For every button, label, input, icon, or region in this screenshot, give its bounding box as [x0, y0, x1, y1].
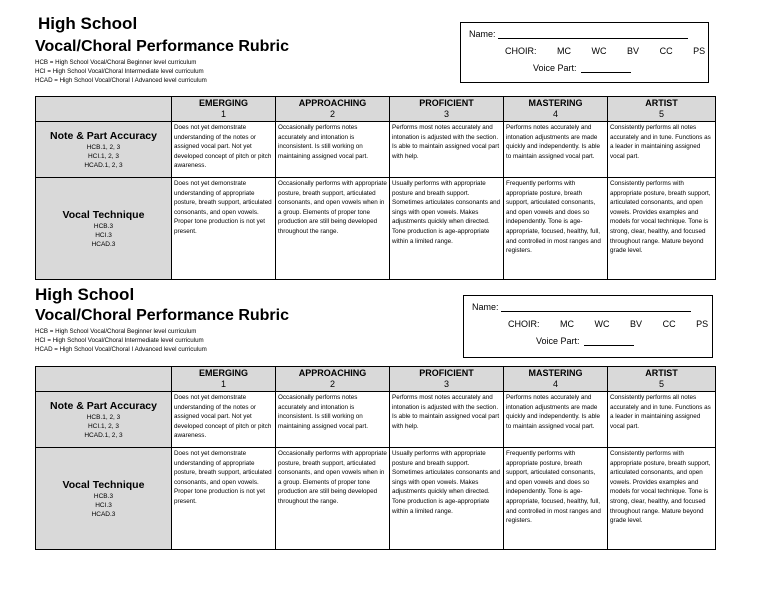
voice-part-field[interactable] [536, 336, 634, 346]
descriptor-cell[interactable]: Consistently performs with appropriate posture, breath support, articulated consonants, and open vowels. Provides examples and models for vocal technique. Tone is strong, clear, healthy, and focused throughout range. Mature beyond grade level. [608, 178, 716, 280]
legend-line-hci: HCI = High School Vocal/Choral Intermediate level curriculum [35, 68, 204, 75]
descriptor-cell[interactable]: Occasionally performs with appropriate posture, breath support, articulated consonants, and open vowels when in a group. Elements of proper tone production are still being developed throughout the range. [276, 448, 390, 550]
curriculum-legend [35, 58, 207, 85]
level-header-approaching: APPROACHING 2 [276, 97, 390, 122]
level-header-mastering: MASTERING 4 [504, 367, 608, 392]
header-row [36, 367, 716, 392]
choir-option-cc[interactable]: CC [659, 46, 673, 56]
criterion-label: Vocal Technique HCB.3 HCI.3 HCAD.3 [36, 178, 172, 280]
legend-line-hcad: HCAD = High School Vocal/Choral I Advanced level curriculum [35, 77, 207, 84]
name-label: Name: [472, 302, 499, 312]
header-row [36, 97, 716, 122]
descriptor-cell[interactable]: Does not yet demonstrate understanding of appropriate posture, breath support, articulated consonants, and open vowels. Proper tone production is not yet present. [172, 178, 276, 280]
descriptor-cell[interactable]: Usually performs with appropriate posture and breath support. Sometimes articulates consonants and sings with open vowels. Makes adjustments quickly when directed. Tone production is age-appropriate within a limited range. [390, 448, 504, 550]
criterion-label: Note & Part Accuracy HCB.1, 2, 3 HCI.1, 2, 3 HCAD.1, 2, 3 [36, 122, 172, 178]
level-header-proficient: PROFICIENT 3 [390, 367, 504, 392]
descriptor-cell[interactable]: Does not yet demonstrate understanding of the notes or assigned vocal part. Not yet developed concept of pitch or pitch awareness. [172, 392, 276, 448]
choir-option-ps[interactable]: PS [696, 319, 709, 329]
descriptor-cell[interactable]: Frequently performs with appropriate posture, breath support, articulated consonants, and open vowels and does so independently. Tone is age-appropriate, focused, healthy, full, and controlled in most ranges and registers. [504, 178, 608, 280]
legend-line-hcb: HCB = High School Vocal/Choral Beginner level curriculum [35, 328, 197, 335]
school-title: High School [38, 14, 138, 33]
descriptor-cell[interactable]: Frequently performs with appropriate posture, breath support, articulated consonants, and open vowels and does so independently. Tone is age-appropriate, focused, healthy, full, and controlled in most ranges and registers. [504, 448, 608, 550]
level-header-emerging: EMERGING 1 [172, 97, 276, 122]
legend-line-hcb: HCB = High School Vocal/Choral Beginner level curriculum [35, 59, 197, 66]
rubric-title: Vocal/Choral Performance Rubric [35, 307, 289, 324]
voice-part-line[interactable] [584, 337, 634, 346]
descriptor-cell[interactable]: Does not yet demonstrate understanding of the notes or assigned vocal part. Not yet developed concept of pitch or pitch awareness. [172, 122, 276, 178]
choir-option-bv[interactable]: BV [630, 319, 643, 329]
name-line[interactable] [498, 30, 688, 39]
choir-option-wc[interactable]: WC [591, 46, 607, 56]
criterion-row-accuracy [36, 122, 716, 178]
rubric-bottom [0, 283, 768, 567]
criterion-label: Note & Part Accuracy HCB.1, 2, 3 HCI.1, 2, 3 HCAD.1, 2, 3 [36, 392, 172, 448]
choir-option-ps[interactable]: PS [693, 46, 706, 56]
rubric-top [0, 12, 768, 296]
name-field[interactable] [472, 302, 691, 312]
choir-label: CHOIR: [505, 46, 537, 56]
choir-option-mc[interactable]: MC [557, 46, 572, 56]
criterion-label: Vocal Technique HCB.3 HCI.3 HCAD.3 [36, 448, 172, 550]
choir-option-wc[interactable]: WC [594, 319, 610, 329]
choir-option-bv[interactable]: BV [627, 46, 640, 56]
descriptor-cell[interactable]: Does not yet demonstrate understanding of appropriate posture, breath support, articulated consonants, and open vowels. Proper tone production is not yet present. [172, 448, 276, 550]
descriptor-cell[interactable]: Consistently performs with appropriate posture, breath support, articulated consonants, and open vowels. Provides examples and models for vocal technique. Tone is strong, clear, healthy, and focused throughout range. Mature beyond grade level. [608, 448, 716, 550]
descriptor-cell[interactable]: Performs notes accurately and intonation adjustments are made quickly and independently. Is able to maintain assigned vocal part. [504, 122, 608, 178]
level-header-emerging: EMERGING 1 [172, 367, 276, 392]
voice-part-field[interactable] [533, 63, 631, 73]
level-header-artist: ARTIST 5 [608, 97, 716, 122]
level-header-mastering: MASTERING 4 [504, 97, 608, 122]
voice-part-label: Voice Part: [533, 63, 577, 73]
descriptor-cell[interactable]: Occasionally performs notes accurately and intonation is inconsistent. Is still working on maintaining assigned vocal part. [276, 392, 390, 448]
rubric-title: Vocal/Choral Performance Rubric [35, 38, 289, 55]
name-field[interactable] [469, 29, 688, 39]
rubric-table [35, 96, 716, 280]
voice-part-label: Voice Part: [536, 336, 580, 346]
curriculum-legend [35, 327, 207, 354]
choir-options [508, 319, 720, 329]
level-header-artist: ARTIST 5 [608, 367, 716, 392]
choir-label: CHOIR: [508, 319, 540, 329]
descriptor-cell[interactable]: Consistently performs all notes accurately and in tune. Functions as a leader in maintaining assigned vocal part. [608, 392, 716, 448]
descriptor-cell[interactable]: Occasionally performs notes accurately and intonation is inconsistent. Is still working on maintaining assigned vocal part. [276, 122, 390, 178]
level-header-proficient: PROFICIENT 3 [390, 97, 504, 122]
corner-cell [36, 97, 172, 122]
level-header-approaching: APPROACHING 2 [276, 367, 390, 392]
student-info-box [460, 22, 709, 83]
corner-cell [36, 367, 172, 392]
descriptor-cell[interactable]: Occasionally performs with appropriate posture, breath support, articulated consonants, and open vowels when in a group. Elements of proper tone production are still being developed throughout the range. [276, 178, 390, 280]
voice-part-line[interactable] [581, 64, 631, 73]
criterion-row-technique [36, 448, 716, 550]
descriptor-cell[interactable]: Performs notes accurately and intonation adjustments are made quickly and independently. Is able to maintain assigned vocal part. [504, 392, 608, 448]
descriptor-cell[interactable]: Performs most notes accurately and intonation is adjusted with the section. Is able to maintain assigned vocal part with help. [390, 392, 504, 448]
choir-option-mc[interactable]: MC [560, 319, 575, 329]
choir-options [505, 46, 717, 56]
descriptor-cell[interactable]: Performs most notes accurately and intonation is adjusted with the section. Is able to maintain assigned vocal part with help. [390, 122, 504, 178]
school-title: High School [35, 285, 135, 304]
student-info-box [463, 295, 713, 358]
legend-line-hcad: HCAD = High School Vocal/Choral I Advanced level curriculum [35, 346, 207, 353]
criterion-row-accuracy [36, 392, 716, 448]
criterion-row-technique [36, 178, 716, 280]
name-label: Name: [469, 29, 496, 39]
rubric-table [35, 366, 716, 550]
descriptor-cell[interactable]: Usually performs with appropriate posture and breath support. Sometimes articulates consonants and sings with open vowels. Makes adjustments quickly when directed. Tone production is age-appropriate within a limited range. [390, 178, 504, 280]
choir-option-cc[interactable]: CC [662, 319, 676, 329]
legend-line-hci: HCI = High School Vocal/Choral Intermediate level curriculum [35, 337, 204, 344]
name-line[interactable] [501, 303, 691, 312]
descriptor-cell[interactable]: Consistently performs all notes accurately and in tune. Functions as a leader in maintaining assigned vocal part. [608, 122, 716, 178]
